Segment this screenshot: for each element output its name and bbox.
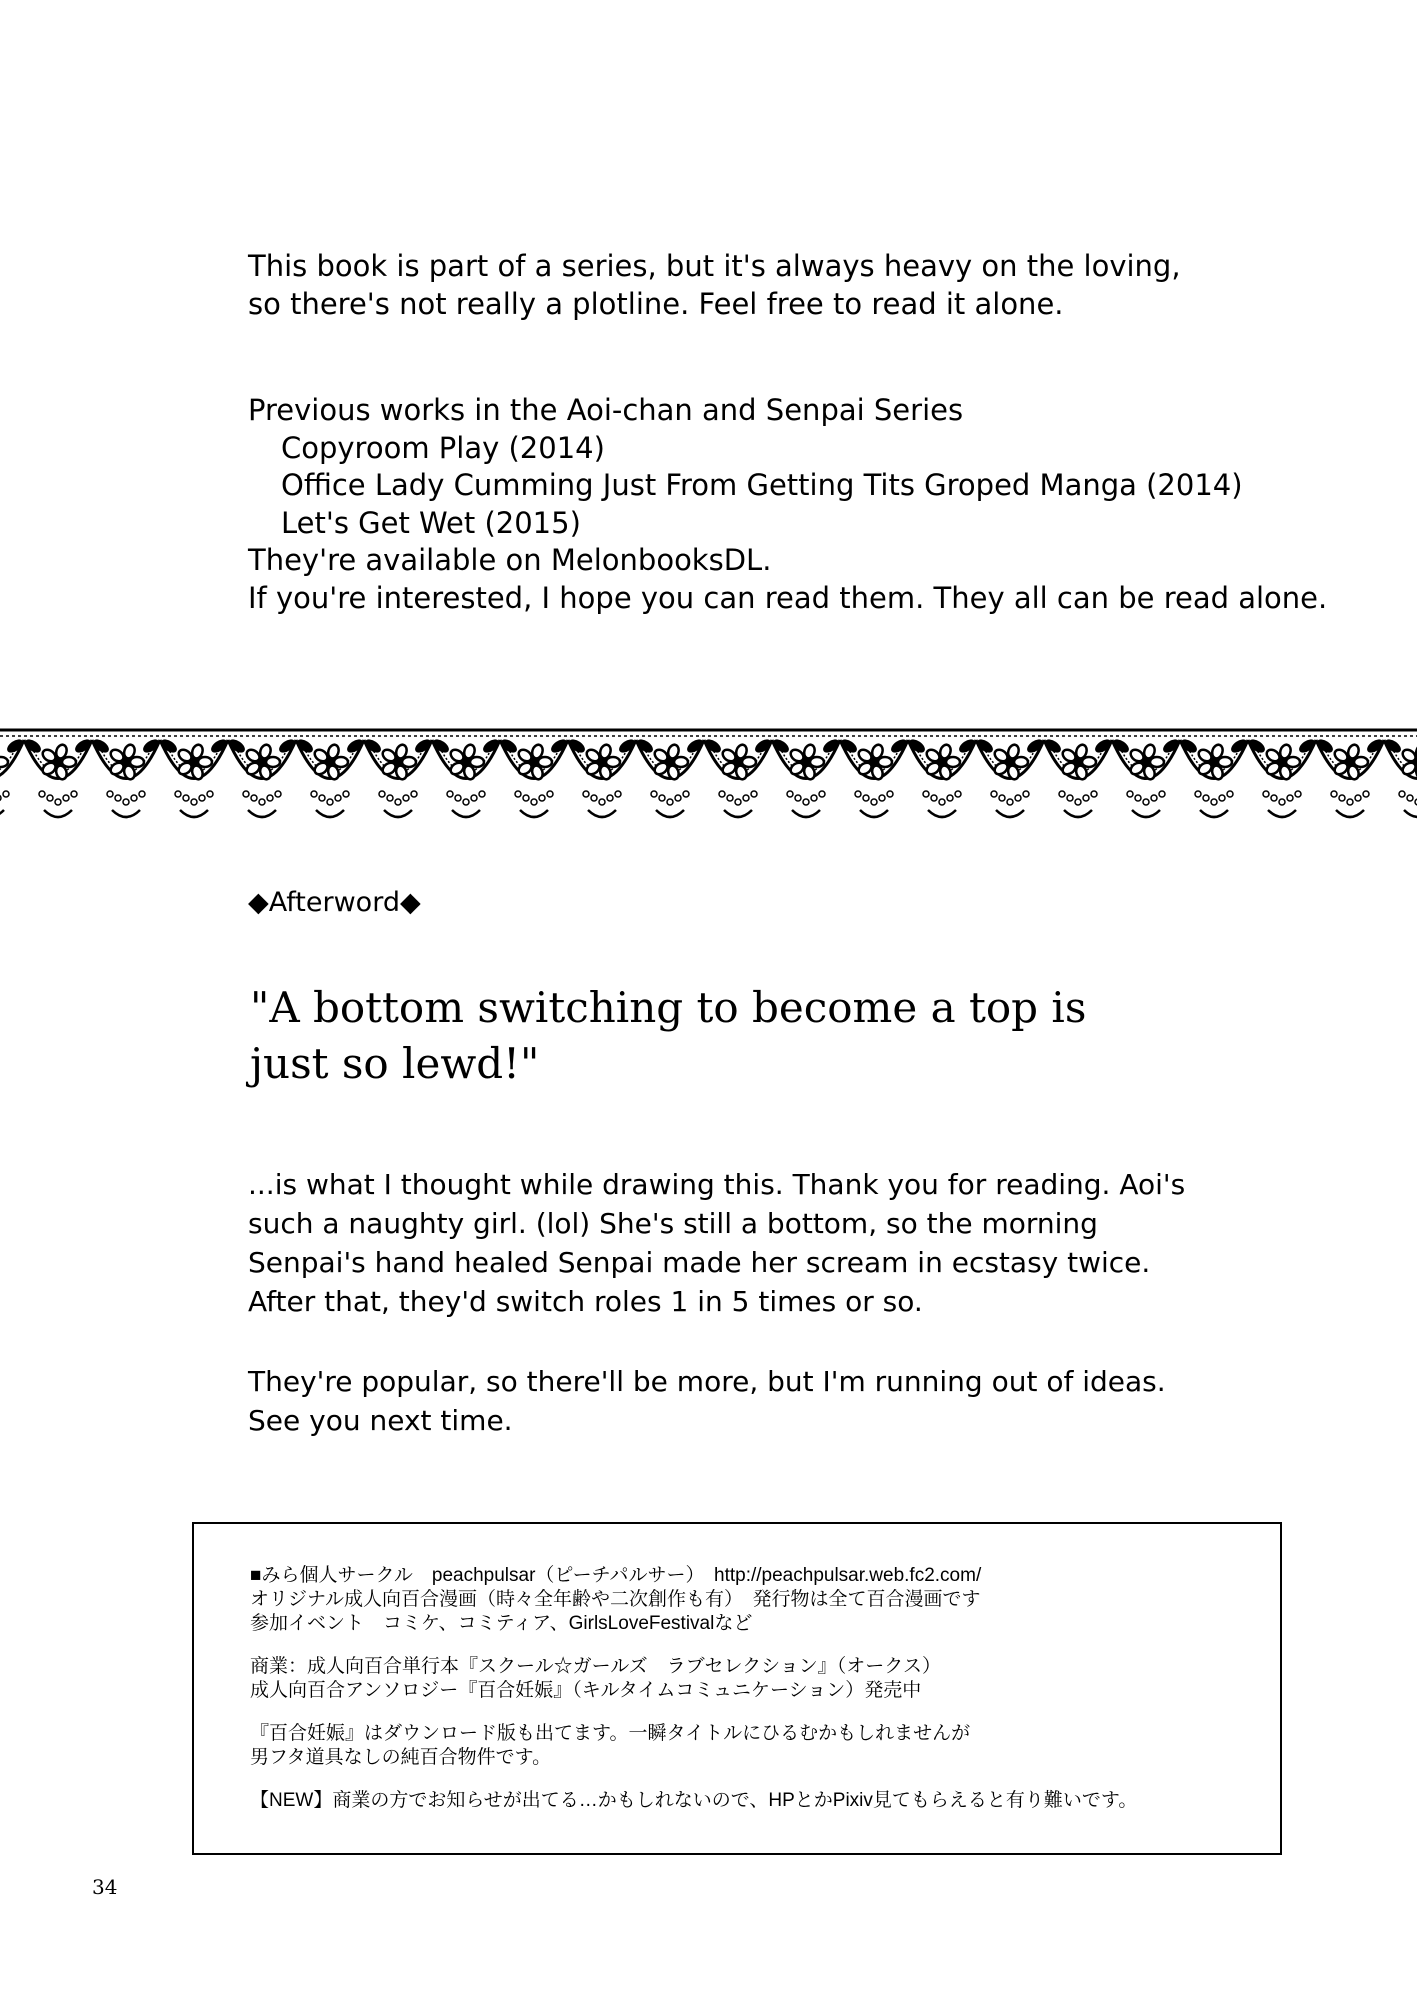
circle-info-line: 参加イベント コミケ、コミティア、GirlsLoveFestivalなど [250,1613,753,1634]
intro-line: so there's not really a plotline. Feel free to read it alone. [248,286,1064,321]
afterword-heading: ◆Afterword◆ [248,887,421,918]
previous-works-section [248,392,1327,617]
page-number: 34 [92,1875,118,1899]
read-alone-note: If you're interested, I hope you can read them. They all can be read alone. [248,580,1328,615]
closing-line: They're popular, so there'll be more, but I'm running out of ideas. [248,1365,1166,1398]
previous-works-heading: Previous works in the Aoi-chan and Senpai Series [248,393,964,427]
commercial-info-line: 成人向百合アンソロジー『百合妊娠』（キルタイムコミュニケーション）発売中 [250,1680,922,1701]
previous-work-item: Office Lady Cumming Just From Getting Tits Groped Manga (2014) [281,468,1243,502]
circle-info-line: オリジナル成人向百合漫画（時々全年齢や二次創作も有） 発行物は全て百合漫画です [250,1589,981,1610]
intro-line: This book is part of a series, but it's always heavy on the loving, [248,249,1181,283]
news-line: 【NEW】商業の方でお知らせが出てる…かもしれないので、HPとかPixiv見てもらえると有り難いです。 [250,1790,1138,1811]
intro-paragraph [248,248,1181,323]
afterword-line: After that, they'd switch roles 1 in 5 times or so. [248,1285,923,1318]
afterword-body [248,1165,1185,1321]
previous-work-item: Let's Get Wet (2015) [281,505,581,540]
download-info-line: 『百合妊娠』はダウンロード版も出てます。一瞬タイトルにひるむかもしれませんが [250,1723,971,1744]
afterword-closing [248,1362,1166,1440]
afterword-line: Senpai's hand healed Senpai made her scream in ecstasy twice. [248,1246,1151,1279]
download-info-line: 男フタ道具なしの純百合物件です。 [250,1747,552,1768]
quote-line: just so lewd!" [250,1039,540,1088]
lace-border-divider [0,722,1417,832]
quote-line: "A bottom switching to become a top is [250,983,1087,1032]
afterword-quote [250,980,1086,1092]
circle-info-line: ■みら個人サークル peachpulsar（ピーチパルサー） http://peachpulsar.web.fc2.com/ [250,1565,982,1586]
closing-line: See you next time. [248,1404,513,1437]
circle-info-box [192,1522,1282,1855]
afterword-line: ...is what I thought while drawing this. Thank you for reading. Aoi's [248,1168,1186,1201]
commercial-info-line: 商業：成人向百合単行本『スクール☆ガールズ ラブセレクション』（オークス） [250,1656,942,1677]
availability-note: They're available on MelonbooksDL. [248,543,772,577]
afterword-line: such a naughty girl. (lol) She's still a bottom, so the morning [248,1207,1098,1240]
previous-work-item: Copyroom Play (2014) [281,430,605,465]
